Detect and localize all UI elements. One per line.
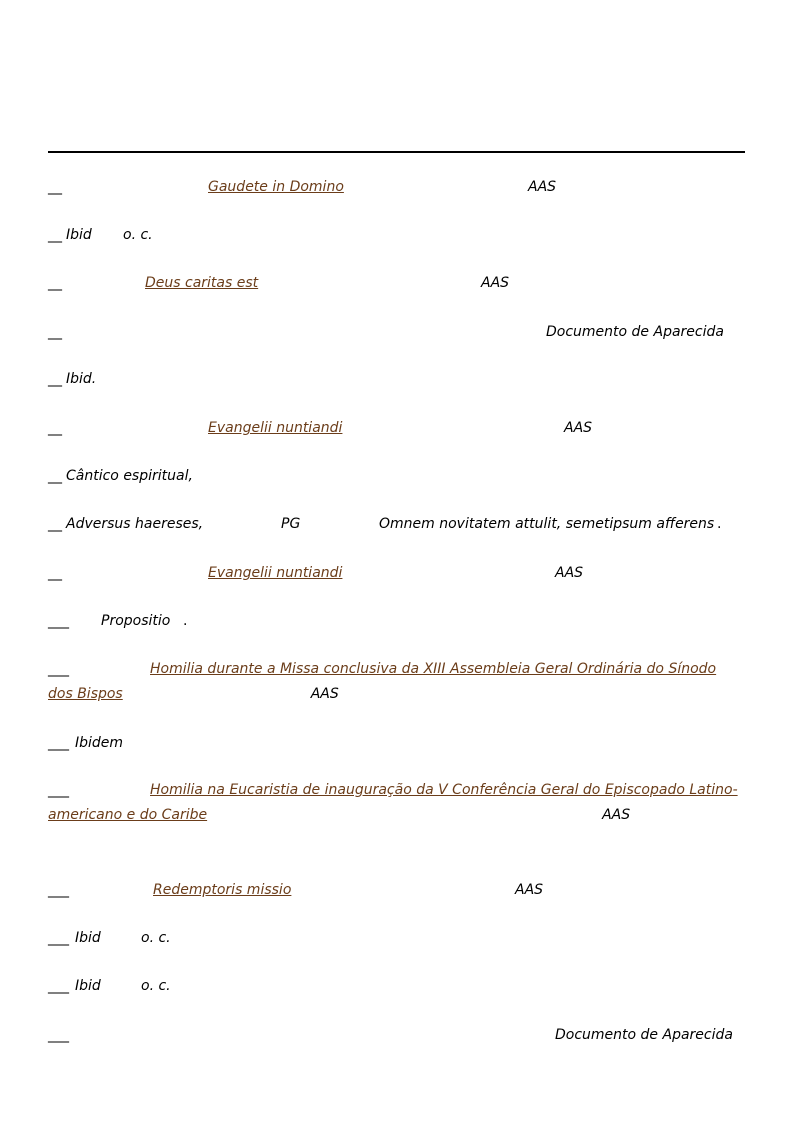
footnote-text: Adversus haereses,: [66, 516, 204, 532]
footnote-ref: AAS: [481, 275, 510, 291]
footnote: [48, 975, 745, 997]
footnote-marker: __: [48, 516, 62, 532]
footnote: [48, 321, 745, 343]
footnote-ref: PG: [281, 516, 301, 532]
footnote-ref: Documento de Aparecida: [546, 324, 724, 340]
footnote-link[interactable]: Homilia durante a Missa conclusiva da XIII Assembleia Geral Ordinária do Sínodo dos Bispos: [48, 661, 717, 702]
footnote-marker: ___: [48, 613, 69, 629]
footnote-marker: ___: [48, 782, 69, 798]
footnote-marker: __: [48, 565, 62, 581]
footnote-marker: ___: [48, 735, 69, 751]
footnote-marker: __: [48, 324, 62, 340]
footnote: [48, 272, 745, 294]
footnote-text: Ibid: [75, 978, 101, 994]
footnote-link[interactable]: Evangelii nuntiandi: [208, 565, 343, 581]
footnote: [48, 879, 745, 901]
footnote-ref: o. c.: [141, 978, 171, 994]
footnote-text: Ibidem: [75, 735, 124, 751]
footnote-link[interactable]: Evangelii nuntiandi: [208, 420, 343, 436]
footnote-marker: __: [48, 275, 62, 291]
footnote: [48, 927, 745, 949]
footnote-marker: __: [48, 468, 62, 484]
footnote-marker: __: [48, 179, 62, 195]
footnote-text: Ibid: [75, 930, 101, 946]
footnote: [48, 465, 745, 487]
footnote-marker: ___: [48, 882, 69, 898]
footnote-end: .: [717, 516, 722, 532]
footnote-ref: AAS: [528, 179, 557, 195]
footnote-ref: AAS: [602, 807, 631, 823]
footnote-quote: Omnem novitatem attulit, semetipsum afferens: [379, 516, 715, 532]
footnote: [48, 562, 745, 584]
footnote-link[interactable]: Deus caritas est: [145, 275, 259, 291]
footnote-marker: ___: [48, 978, 69, 994]
footnote-ref: AAS: [515, 882, 544, 898]
footnote-link[interactable]: Homilia na Eucaristia de inauguração da V Conferência Geral do Episcopado Latino-americano e do Caribe: [48, 782, 738, 823]
footnote: [48, 778, 745, 828]
footnote-ref: AAS: [564, 420, 593, 436]
footnote: [48, 610, 745, 632]
footnote-marker: ___: [48, 1027, 69, 1043]
footnote-ref: o. c.: [141, 930, 171, 946]
footnote: [48, 513, 745, 535]
footnote: [48, 417, 745, 439]
footnote: [48, 657, 745, 707]
footnote: [48, 732, 745, 754]
footnote-marker: __: [48, 371, 62, 387]
footnote-text: Ibid: [66, 227, 92, 243]
footnote-ref: o. c.: [123, 227, 153, 243]
footnote-ref: Documento de Aparecida: [555, 1027, 733, 1043]
footnote-end: .: [183, 613, 188, 629]
footnote-text: Propositio: [101, 613, 171, 629]
footnote-marker: ___: [48, 930, 69, 946]
footnote-link[interactable]: Redemptoris missio: [153, 882, 292, 898]
footnote-text: Ibid.: [66, 371, 97, 387]
footnote-marker: __: [48, 227, 62, 243]
footnote-link[interactable]: Gaudete in Domino: [208, 179, 344, 195]
footnote: [48, 1024, 745, 1046]
footnote-text: Cântico espiritual,: [66, 468, 193, 484]
footnote-ref: AAS: [310, 686, 339, 702]
footnote: [48, 368, 745, 390]
footnote: [48, 224, 745, 246]
footnote-separator: [48, 151, 745, 153]
footnote-marker: ___: [48, 661, 69, 677]
footnote-marker: __: [48, 420, 62, 436]
footnote: [48, 176, 745, 198]
footnote-ref: AAS: [555, 565, 584, 581]
